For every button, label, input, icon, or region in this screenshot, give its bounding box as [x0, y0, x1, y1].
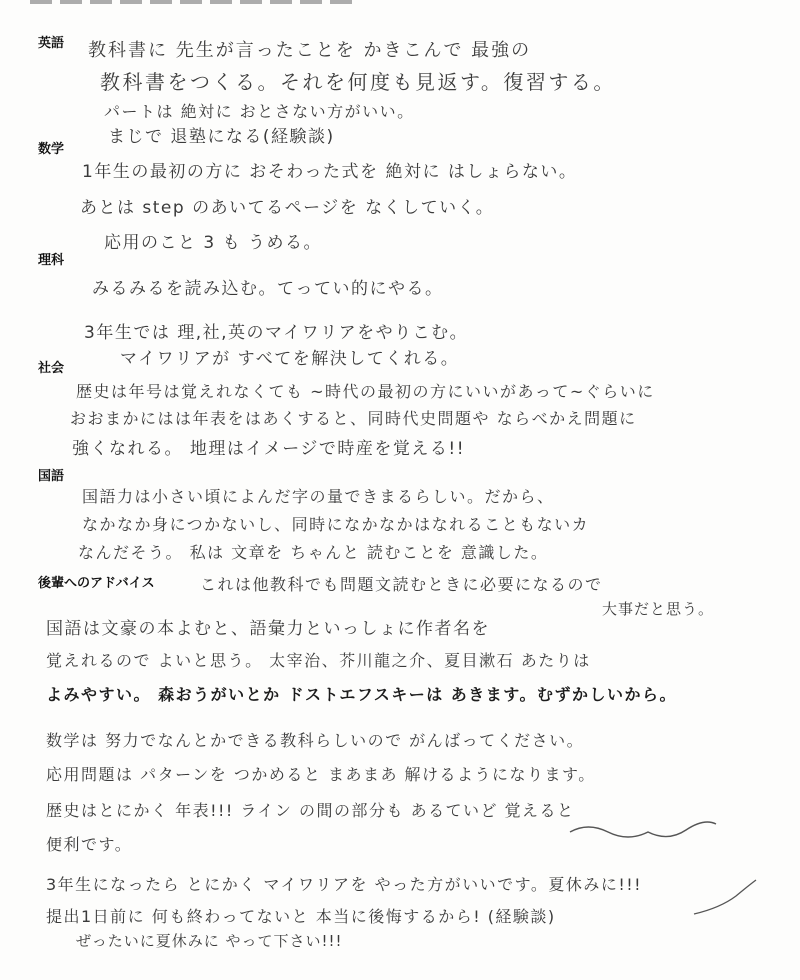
english-line-4: まじで 退塾になる(経験談): [108, 127, 335, 147]
advice-line-9: 3年生になったら とにかく マイワリアを やった方がいいです。夏休みに!!!: [46, 875, 643, 894]
japanese-line-3: なんだそう。 私は 文章を ちゃんと 読むことを 意識した。: [78, 543, 549, 562]
advice-line-3: 覚えれるので よいと思う。 太宰治、芥川龍之介、夏目漱石 あたりは: [46, 651, 591, 670]
section-label-social: 社会: [38, 361, 65, 376]
japanese-line-2: なかなか身につかないし、同時になかなかはなれることもないカ: [82, 515, 590, 534]
social-line-2: おおまかにはは年表をはあくすると、同時代史問題や ならべかえ問題に: [70, 409, 637, 428]
math-line-3: 応用のこと 3 も うめる。: [104, 233, 323, 253]
advice-line-1b: 大事だと思う。: [602, 600, 715, 618]
social-line-1: 歴史は年号は覚えれなくても ~時代の最初の方にいいがあって~ぐらいに: [76, 382, 655, 401]
science-line-2: 3年生では 理,社,英のマイワリアをやりこむ。: [84, 323, 469, 343]
english-line-3: パートは 絶対に おとさない方がいい。: [104, 102, 415, 121]
section-label-english: 英語: [38, 36, 65, 51]
advice-line-2: 国語は文豪の本よむと、語彙力といっしょに作者名を: [46, 619, 490, 639]
advice-line-11: ぜったいに夏休みに やって下さい!!!: [76, 932, 343, 950]
section-label-math: 数学: [38, 142, 65, 157]
section-label-japanese: 国語: [38, 469, 65, 484]
advice-line-7: 歴史はとにかく 年表!!! ライン の間の部分も あるていど 覚えると: [46, 801, 575, 820]
annotation-curve: [690, 878, 760, 918]
section-label-advice: 後輩へのアドバイス: [38, 576, 155, 591]
advice-line-5: 数学は 努力でなんとかできる教科らしいので がんばってください。: [46, 731, 585, 750]
english-line-2: 教科書をつくる。それを何度も見返す。復習する。: [100, 70, 616, 94]
advice-line-1: これは他教科でも問題文読むときに必要になるので: [200, 575, 603, 594]
english-line-1: 教科書に 先生が言ったことを かきこんで 最強の: [88, 40, 532, 61]
section-label-science: 理科: [38, 253, 65, 268]
advice-line-4: よみやすい。 森おうがいとか ドストエフスキーは あきます。むずかしいから。: [46, 685, 677, 704]
math-line-1: 1年生の最初の方に おそわった式を 絶対に はしょらない。: [82, 162, 578, 182]
social-line-3: 強くなれる。 地理はイメージで時産を覚える!!: [72, 439, 466, 459]
science-line-1: みるみるを読み込む。てってい的にやる。: [92, 279, 444, 299]
advice-line-6: 応用問題は パターンを つかめると まあまあ 解けるようになります。: [46, 765, 596, 784]
japanese-line-1: 国語力は小さい頃によんだ字の量できまるらしい。だから、: [82, 487, 555, 506]
squiggle-underline: [568, 816, 718, 846]
science-line-3: マイワリアが すべてを解決してくれる。: [120, 349, 460, 369]
advice-line-10: 提出1日前に 何も終わってないと 本当に後悔するから! (経験談): [46, 907, 556, 926]
advice-line-8: 便利です。: [46, 835, 133, 854]
math-line-2: あとは step のあいてるページを なくしていく。: [80, 198, 495, 218]
scan-top-edge-mark: [30, 0, 360, 4]
